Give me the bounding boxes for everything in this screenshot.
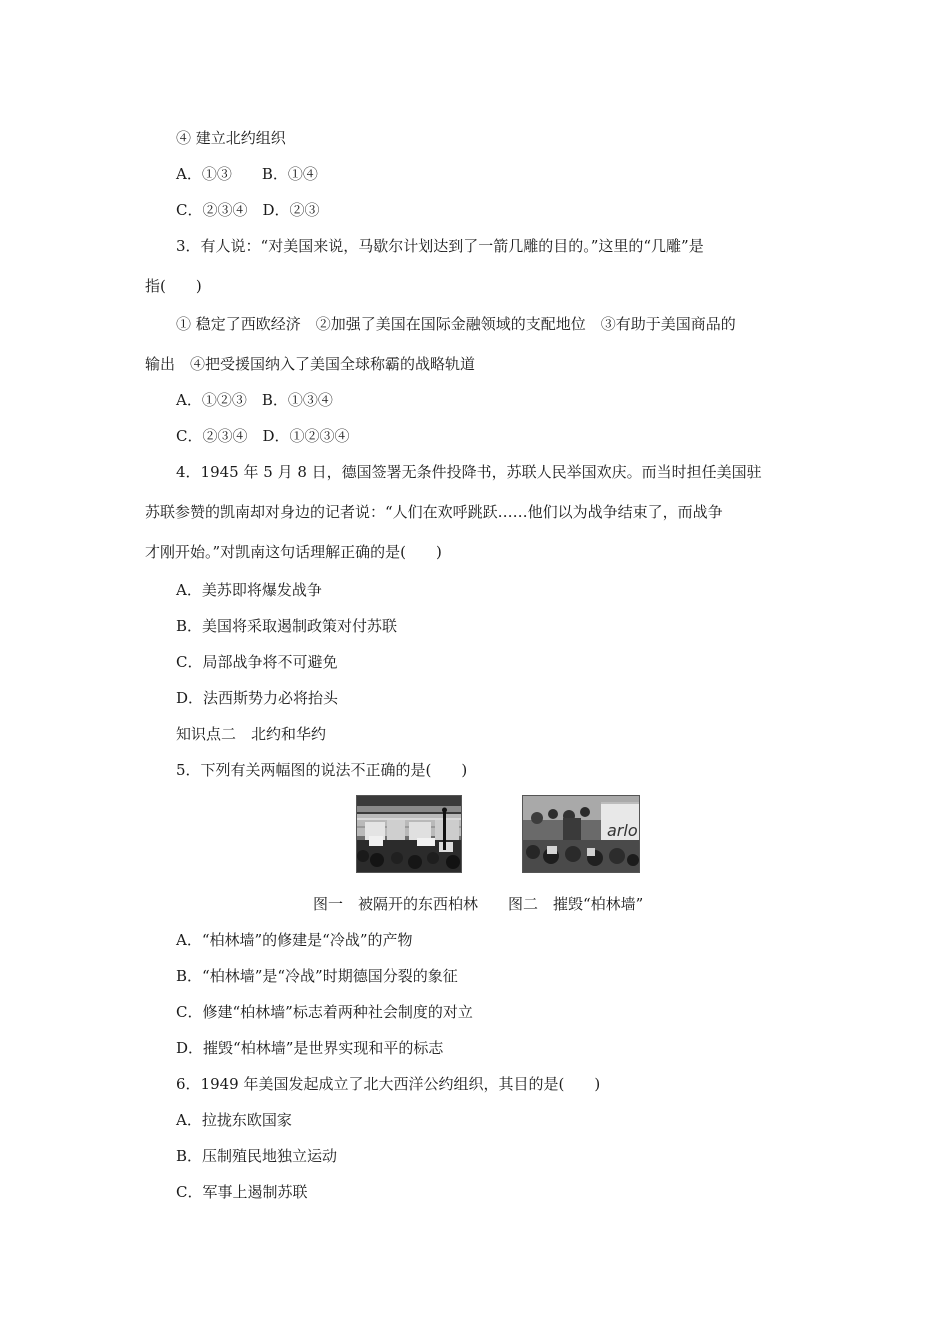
question-3-options-cont: 输出 ④把受援国纳入了美国全球称霸的战略轨道 bbox=[145, 355, 476, 373]
question-3-options: ① 稳定了西欧经济 ②加强了美国在国际金融领域的支配地位 ③有助于美国商品的 bbox=[176, 315, 736, 333]
option-4-text: ④ 建立北约组织 bbox=[176, 129, 286, 147]
figure-captions: 图一 被隔开的东西柏林 图二 摧毁“柏林墙” bbox=[313, 895, 644, 913]
q2-answer-row-1: A．①③ B．①④ bbox=[176, 165, 318, 183]
q5-option-b: B．“柏林墙”是“冷战”时期德国分裂的象征 bbox=[176, 967, 458, 985]
q6-option-c: C．军事上遏制苏联 bbox=[176, 1183, 308, 1201]
berlin-wall-demolition-image bbox=[523, 796, 639, 872]
question-3-stem: 3．有人说：“对美国来说，马歇尔计划达到了一箭几雕的目的。”这里的“几雕”是 bbox=[176, 237, 704, 255]
q3-answer-row-2: C．②③④ D．①②③④ bbox=[176, 427, 350, 445]
q4-option-d: D．法西斯势力必将抬头 bbox=[176, 689, 339, 707]
q4-option-c: C．局部战争将不可避免 bbox=[176, 653, 338, 671]
q5-option-c: C．修建“柏林墙”标志着两种社会制度的对立 bbox=[176, 1003, 473, 1021]
figure-2-photo bbox=[522, 795, 640, 873]
q6-option-b: B．压制殖民地独立运动 bbox=[176, 1147, 338, 1165]
figure-1-photo bbox=[356, 795, 462, 873]
question-6-stem: 6．1949 年美国发起成立了北大西洋公约组织，其目的是( ) bbox=[176, 1075, 601, 1093]
question-3-stem-cont: 指( ) bbox=[145, 277, 202, 295]
wall-graffiti: arlo bbox=[607, 821, 638, 840]
q6-option-a: A．拉拢东欧国家 bbox=[176, 1111, 292, 1129]
question-4-stem: 4．1945 年 5 月 8 日，德国签署无条件投降书，苏联人民举国欢庆。而当时担任美国驻 bbox=[176, 463, 762, 481]
q3-answer-row-1: A．①②③ B．①③④ bbox=[176, 391, 333, 409]
q4-option-b: B．美国将采取遏制政策对付苏联 bbox=[176, 617, 398, 635]
question-5-stem: 5．下列有关两幅图的说法不正确的是( ) bbox=[176, 761, 468, 779]
q5-option-d: D．摧毁“柏林墙”是世界实现和平的标志 bbox=[176, 1039, 444, 1057]
berlin-divided-image bbox=[357, 796, 461, 872]
q4-option-a: A．美苏即将爆发战争 bbox=[176, 581, 322, 599]
q2-answer-row-2: C．②③④ D．②③ bbox=[176, 201, 320, 219]
question-4-stem-cont-2: 才刚开始。”对凯南这句话理解正确的是( ) bbox=[145, 543, 442, 561]
question-4-stem-cont-1: 苏联参赞的凯南却对身边的记者说：“人们在欢呼跳跃……他们以为战争结束了，而战争 bbox=[145, 503, 723, 521]
section-heading: 知识点二 北约和华约 bbox=[176, 725, 327, 743]
q5-option-a: A．“柏林墙”的修建是“冷战”的产物 bbox=[176, 931, 413, 949]
